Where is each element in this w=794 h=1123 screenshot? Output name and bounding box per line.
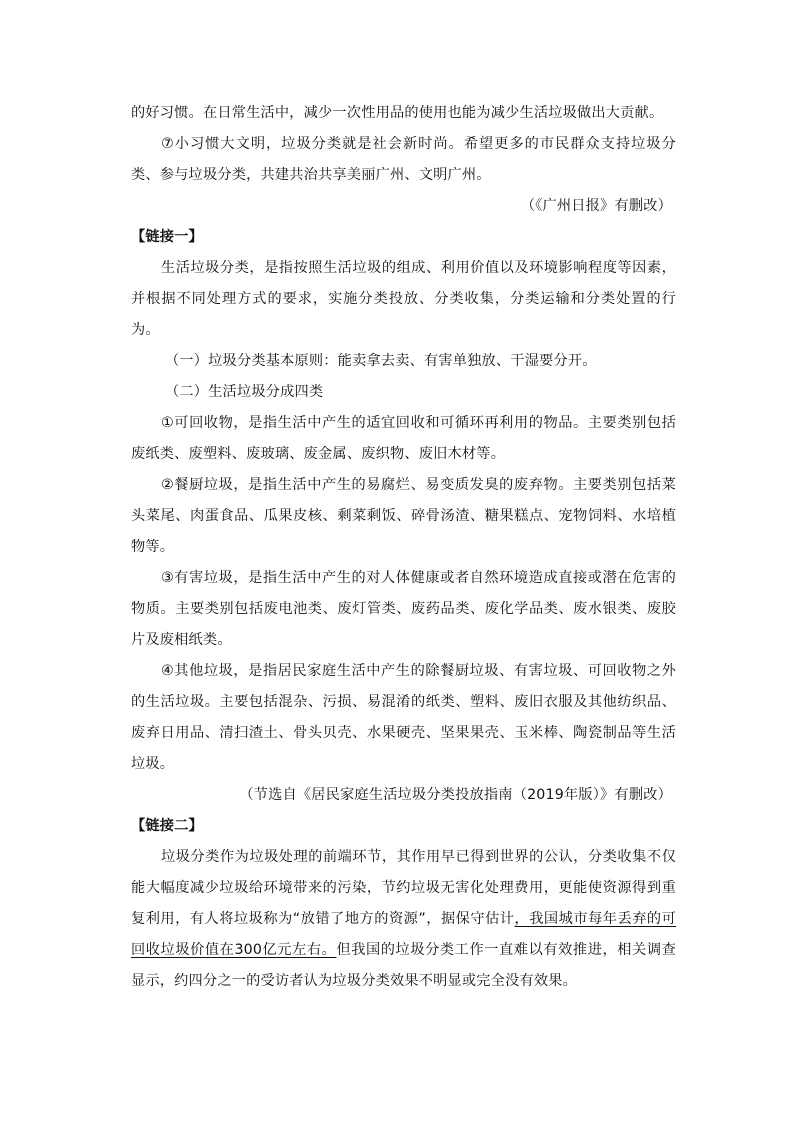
link2-heading: 【链接二】 xyxy=(131,818,203,834)
link1-categories-title: （二）生活垃圾分成四类 xyxy=(165,384,324,400)
article-paragraph-6-end: 的好习惯。在日常生活中，减少一次性用品的使用也能为减少生活垃圾做出大贡献。 xyxy=(131,105,664,121)
link1-definition: 生活垃圾分类，是指按照生活垃圾的组成、利用价值以及环境影响程度等因素，并根据不同处理方式的要求，实施分类投放、分类收集，分类运输和分类处置的行为。 xyxy=(131,260,676,338)
link1-item-kitchen-waste: ②餐厨垃圾，是指生活中产生的易腐烂、易变质发臭的废弃物。主要类别包括菜头菜尾、肉蛋食品、瓜果皮核、剩菜剩饭、碎骨汤渣、糖果糕点、宠物饲料、水培植物等。 xyxy=(131,477,676,555)
link1-principle: （一）垃圾分类基本原则：能卖拿去卖、有害单独放、干湿要分开。 xyxy=(165,353,597,369)
document-body xyxy=(131,98,676,997)
article-paragraph-7: ⑦小习惯大文明，垃圾分类就是社会新时尚。希望更多的市民群众支持垃圾分类、参与垃圾分类，共建共治共享美丽广州、文明广州。 xyxy=(131,136,676,183)
link1-item-recyclable: ①可回收物，是指生活中产生的适宜回收和可循环再利用的物品。主要类别包括废纸类、废塑料、废玻璃、废金属、废织物、废旧木材等。 xyxy=(131,415,676,462)
link1-item-hazardous: ③有害垃圾，是指生活中产生的对人体健康或者自然环境造成直接或潜在危害的物质。主要类别包括废电池类、废灯管类、废药品类、废化学品类、废水银类、废胶片及废相纸类。 xyxy=(131,570,676,648)
article-source: （《广州日报》有删改） xyxy=(520,198,672,214)
link1-item-other: ④其他垃圾，是指居民家庭生活中产生的除餐厨垃圾、有害垃圾、可回收物之外的生活垃圾。主要包括混杂、污损、易混淆的纸类、塑料、废旧衣服及其他纺织品、废弃日用品、清扫渣土、骨头贝壳、水果硬壳、坚果果壳、玉米棒、陶瓷制品等生活垃圾。 xyxy=(131,663,676,772)
link2-underlined-text: ，我国城市每年丢弃的可回收垃圾价值在300亿元左右。 xyxy=(131,911,677,958)
link2-text-before: 垃圾分类作为垃圾处理的前端环节，其作用早已得到世界的公认，分类收集不仅能大幅度减少垃圾给环境带来的污染，节约垃圾无害化处理费用，更能使资源得到重复利用，有人将垃圾称为“放错了地方的资源”，据保守估计 xyxy=(131,849,676,927)
link1-heading: 【链接一】 xyxy=(131,229,203,245)
link1-source: （节选自《居民家庭生活垃圾分类投放指南（2019年版）》有删改） xyxy=(239,787,672,803)
link2-text-after: 但我国的垃圾分类工作一直难以有效推进，相关调查显示，约四分之一的受访者认为垃圾分类效果不明显或完全没有效果。 xyxy=(131,942,676,989)
link2-paragraph xyxy=(131,842,676,997)
